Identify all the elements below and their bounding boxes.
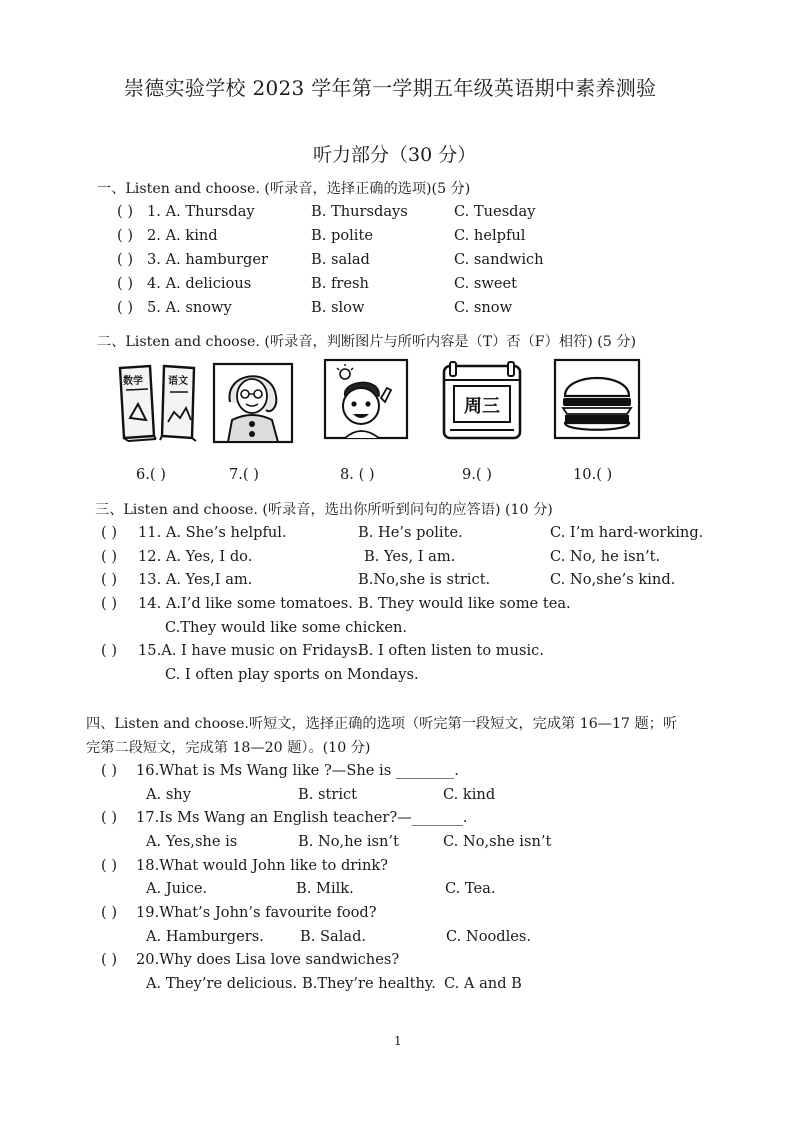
listening-part-title: 听力部分（30 分） [313,144,477,166]
option-c: C. A and B [444,975,522,992]
option-b: B. I often listen to music. [358,642,544,659]
option-b: B. They would like some tea. [358,595,571,612]
option-c: C. No,she isn’t [443,833,552,850]
answer-blank[interactable]: ( ) [101,571,118,588]
answer-blank[interactable]: ( ) [117,251,134,268]
picture-answer-10[interactable]: 10.( ) [573,466,613,483]
section3-heading: 三、Listen and choose. (听录音，选出你所听到问句的应答语) (10 分) [95,502,553,518]
question-stem: 16.What is Ms Wang like ?—She is ________. [136,762,459,779]
option-b: B. Yes, I am. [364,548,456,565]
page-number: 1 [394,1034,402,1048]
option-c: C. helpful [454,227,526,244]
question-stem: 17.Is Ms Wang an English teacher?—_______. [136,809,468,826]
answer-blank[interactable]: ( ) [101,904,118,921]
option-b: B. slow [311,299,365,316]
picture-answer-8[interactable]: 8. ( ) [340,466,375,483]
calendar-picture [440,356,526,442]
option-c: C. sandwich [454,251,544,268]
option-c: C. I’m hard-working. [550,524,704,541]
option-c: C. kind [443,786,496,803]
option-a: A. Yes,she is [146,833,238,850]
answer-blank[interactable]: ( ) [101,762,118,779]
option-c: C. Tuesday [454,203,536,220]
option-a: 5. A. snowy [147,299,232,316]
option-b: B. No,he isn’t [298,833,399,850]
answer-blank[interactable]: ( ) [117,299,134,316]
option-a: A. Juice. [146,880,208,897]
books-picture [116,362,202,442]
option-c: C. snow [454,299,513,316]
answer-blank[interactable]: ( ) [101,951,118,968]
calendar-day-text: 周三 [464,396,500,417]
option-a: 2. A. kind [147,227,218,244]
option-b: B. fresh [311,275,369,292]
book-title-chinese: 语文 [168,376,188,387]
option-a: A. Hamburgers. [146,928,264,945]
option-a: 13. A. Yes,I am. [138,571,253,588]
hamburger-picture [553,358,641,440]
section4-heading-line2: 完第二段短文，完成第 18—20 题）。(10 分) [86,740,371,756]
option-b: B. Thursdays [311,203,408,220]
option-b: B. polite [311,227,373,244]
option-b: B.No,she is strict. [358,571,491,588]
answer-blank[interactable]: ( ) [101,548,118,565]
answer-blank[interactable]: ( ) [101,642,118,659]
grandmother-picture [212,362,294,444]
option-a: 15.A. I have music on Fridays. [138,642,363,659]
option-c: C. No,she’s kind. [550,571,676,588]
option-a: 3. A. hamburger [147,251,268,268]
option-c: C. Tea. [445,880,496,897]
option-a: 4. A. delicious [147,275,252,292]
page-title: 崇德实验学校 2023 学年第一学期五年级英语期中素养测验 [124,76,657,100]
boy-with-idea-picture [323,358,409,440]
option-a: 11. A. She’s helpful. [138,524,287,541]
answer-blank[interactable]: ( ) [101,595,118,612]
book-title-math: 数学 [123,376,143,387]
question-stem: 19.What’s John’s favourite food? [136,904,377,921]
option-c: C. I often play sports on Mondays. [165,666,419,683]
picture-answer-7[interactable]: 7.( ) [229,466,259,483]
answer-blank[interactable]: ( ) [101,857,118,874]
option-b: B. salad [311,251,370,268]
section1-heading: 一、Listen and choose. (听录音，选择正确的选项)(5 分) [97,181,471,197]
option-a: A. They’re delicious. [146,975,298,992]
option-b: B.They’re healthy. [302,975,436,992]
option-c: C.They would like some chicken. [165,619,408,636]
picture-answer-9[interactable]: 9.( ) [462,466,492,483]
option-b: B. Salad. [300,928,367,945]
option-c: C. Noodles. [446,928,532,945]
option-a: 14. A.I’d like some tomatoes. [138,595,353,612]
answer-blank[interactable]: ( ) [117,275,134,292]
picture-answer-6[interactable]: 6.( ) [136,466,166,483]
answer-blank[interactable]: ( ) [117,203,134,220]
option-b: B. Milk. [296,880,354,897]
option-a: 12. A. Yes, I do. [138,548,253,565]
option-c: C. sweet [454,275,518,292]
answer-blank[interactable]: ( ) [101,809,118,826]
option-b: B. strict [298,786,358,803]
answer-blank[interactable]: ( ) [101,524,118,541]
option-c: C. No, he isn’t. [550,548,661,565]
answer-blank[interactable]: ( ) [117,227,134,244]
section2-heading: 二、Listen and choose. (听录音，判断图片与所听内容是（T）否（F）相符) (5 分) [97,334,637,350]
section4-heading-line1: 四、Listen and choose.听短文，选择正确的选项（听完第一段短文，完成第 16—17 题；听 [86,716,678,732]
question-stem: 20.Why does Lisa love sandwiches? [136,951,400,968]
option-a: 1. A. Thursday [147,203,255,220]
option-b: B. He’s polite. [358,524,463,541]
question-stem: 18.What would John like to drink? [136,857,389,874]
option-a: A. shy [146,786,191,803]
